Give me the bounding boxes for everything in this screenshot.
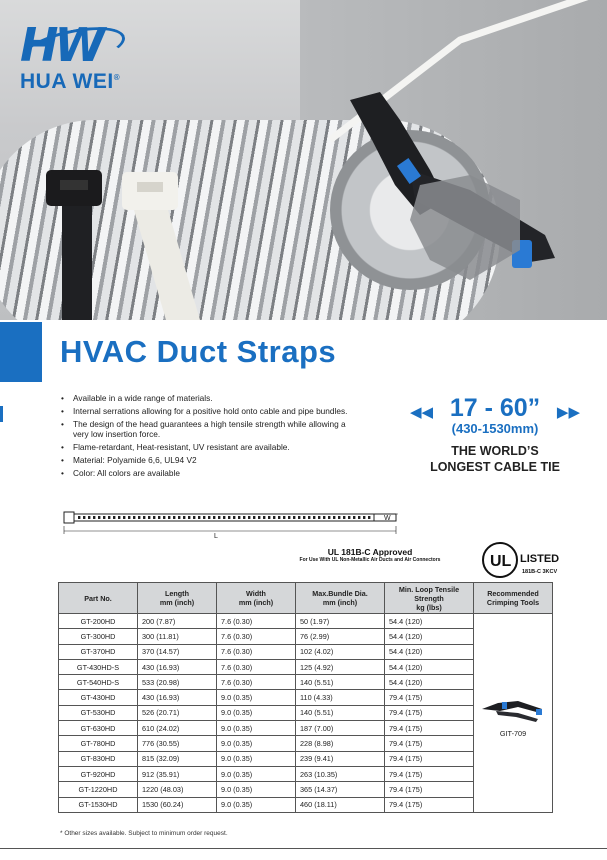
- spec-table: [58, 582, 553, 813]
- strap-tooth: [323, 516, 325, 519]
- strap-tooth: [343, 516, 345, 519]
- strap-tooth: [123, 516, 125, 519]
- crimping-tool-label: GIT-709: [499, 729, 527, 739]
- strap-tooth: [203, 516, 205, 519]
- table-cell: 815 (32.09): [138, 751, 217, 766]
- strap-tooth: [253, 516, 255, 519]
- brand-registered: ®: [113, 73, 121, 82]
- table-cell: 110 (4.33): [296, 690, 385, 705]
- double-arrow-left-icon: ◀◀: [410, 404, 434, 421]
- table-cell: 79.4 (175): [385, 690, 474, 705]
- table-cell: 365 (14.37): [296, 782, 385, 797]
- tagline-line2: LONGEST CABLE TIE: [430, 460, 560, 474]
- strap-tooth: [198, 516, 200, 519]
- table-header-row: [59, 583, 553, 614]
- brand-name: HUA WEI: [20, 70, 114, 93]
- strap-tooth: [288, 516, 290, 519]
- feature-item: • Color: All colors are available: [60, 468, 360, 479]
- brand-mark: HW: [20, 18, 102, 72]
- column-header: Part No.: [59, 583, 138, 614]
- strap-tooth: [78, 516, 80, 519]
- strap-tooth: [303, 516, 305, 519]
- table-cell: 430 (16.93): [138, 690, 217, 705]
- range-mm: (430-1530mm): [451, 421, 539, 436]
- strap-tooth: [278, 516, 280, 519]
- strap-tooth: [143, 516, 145, 519]
- ul-code: 181B-C 3KCV: [522, 569, 558, 575]
- table-cell: 9.0 (0.35): [217, 721, 296, 736]
- side-marker: [0, 406, 3, 422]
- crimping-tool-icon: [478, 687, 548, 727]
- table-cell: 9.0 (0.35): [217, 690, 296, 705]
- hero-photo: [0, 0, 607, 320]
- strap-tooth: [348, 516, 350, 519]
- strap-tooth: [308, 516, 310, 519]
- table-cell: 76 (2.99): [296, 629, 385, 644]
- strap-tooth: [148, 516, 150, 519]
- table-cell: 54.4 (120): [385, 644, 474, 659]
- table-cell: 54.4 (120): [385, 675, 474, 690]
- table-cell: 7.6 (0.30): [217, 614, 296, 629]
- table-cell: 79.4 (175): [385, 721, 474, 736]
- strap-tooth: [93, 516, 95, 519]
- table-cell: 7.6 (0.30): [217, 629, 296, 644]
- strap-tooth: [98, 516, 100, 519]
- crimping-tool-cell: [474, 614, 553, 813]
- strap-tooth: [368, 516, 370, 519]
- strap-tooth: [258, 516, 260, 519]
- table-cell: 54.4 (120): [385, 659, 474, 674]
- table-cell: GT-540HD-S: [59, 675, 138, 690]
- table-cell: 79.4 (175): [385, 782, 474, 797]
- ul-subtitle: For Use With UL Non-Metallic Air Ducts and Air Connectors: [299, 557, 441, 563]
- strap-tooth: [228, 516, 230, 519]
- table-cell: 125 (4.92): [296, 659, 385, 674]
- table-cell: GT-530HD: [59, 705, 138, 720]
- table-cell: 9.0 (0.35): [217, 705, 296, 720]
- table-cell: 7.6 (0.30): [217, 644, 296, 659]
- table-cell: 140 (5.51): [296, 705, 385, 720]
- ul-title: UL 181B-C Approved: [327, 547, 413, 557]
- strap-tooth: [128, 516, 130, 519]
- strap-tooth: [153, 516, 155, 519]
- table-cell: GT-370HD: [59, 644, 138, 659]
- table-cell: 102 (4.02): [296, 644, 385, 659]
- strap-tooth: [103, 516, 105, 519]
- column-header: Length mm (inch): [138, 583, 217, 614]
- cable-tie-diagram: [62, 510, 402, 540]
- table-cell: 1530 (60.24): [138, 797, 217, 812]
- strap-tooth: [183, 516, 185, 519]
- strap-tooth: [233, 516, 235, 519]
- strap-tooth: [213, 516, 215, 519]
- bottom-rule: [0, 848, 607, 849]
- table-cell: 610 (24.02): [138, 721, 217, 736]
- table-cell: GT-200HD: [59, 614, 138, 629]
- strap-tooth: [243, 516, 245, 519]
- strap-tooth: [333, 516, 335, 519]
- table-cell: 54.4 (120): [385, 614, 474, 629]
- column-header: Recommended Crimping Tools: [474, 583, 553, 614]
- table-cell: 430 (16.93): [138, 659, 217, 674]
- brand-logo: [20, 18, 140, 94]
- table-cell: 912 (35.91): [138, 766, 217, 781]
- strap-tooth: [188, 516, 190, 519]
- table-cell: 9.0 (0.35): [217, 751, 296, 766]
- strap-tooth: [293, 516, 295, 519]
- table-cell: 776 (30.55): [138, 736, 217, 751]
- strap-tooth: [113, 516, 115, 519]
- strap-tooth: [353, 516, 355, 519]
- strap-tooth: [238, 516, 240, 519]
- table-cell: 7.6 (0.30): [217, 675, 296, 690]
- table-cell: 54.4 (120): [385, 629, 474, 644]
- strap-tooth: [363, 516, 365, 519]
- feature-item: • The design of the head guarantees a high tensile strength while allowing a very low insertion force.: [60, 419, 360, 440]
- table-cell: 79.4 (175): [385, 797, 474, 812]
- table-cell: 79.4 (175): [385, 766, 474, 781]
- strap-tooth: [173, 516, 175, 519]
- strap-tooth: [193, 516, 195, 519]
- table-cell: GT-630HD: [59, 721, 138, 736]
- table-cell: 200 (7.87): [138, 614, 217, 629]
- table-cell: GT-920HD: [59, 766, 138, 781]
- table-cell: 79.4 (175): [385, 736, 474, 751]
- table-cell: 526 (20.71): [138, 705, 217, 720]
- strap-tooth: [208, 516, 210, 519]
- table-cell: 239 (9.41): [296, 751, 385, 766]
- strap-tooth: [158, 516, 160, 519]
- ul-letters: UL: [490, 553, 512, 570]
- strap-tooth: [83, 516, 85, 519]
- strap-tooth: [263, 516, 265, 519]
- strap-tooth: [218, 516, 220, 519]
- table-cell: 79.4 (175): [385, 751, 474, 766]
- ul-approval: [270, 547, 470, 563]
- table-cell: 533 (20.98): [138, 675, 217, 690]
- strap-tooth: [108, 516, 110, 519]
- strap-tooth: [88, 516, 90, 519]
- strap-tooth: [338, 516, 340, 519]
- table-cell: GT-830HD: [59, 751, 138, 766]
- strap-tooth: [318, 516, 320, 519]
- feature-list: [60, 393, 360, 480]
- table-cell: GT-780HD: [59, 736, 138, 751]
- table-cell: 1220 (48.03): [138, 782, 217, 797]
- length-promo: [405, 395, 585, 475]
- strap-tooth: [168, 516, 170, 519]
- tagline-line1: THE WORLD’S: [451, 444, 539, 458]
- strap-tooth: [283, 516, 285, 519]
- table-cell: 187 (7.00): [296, 721, 385, 736]
- width-label: W: [384, 515, 391, 522]
- ul-listed-logo-icon: [476, 540, 586, 580]
- strap-tooth: [268, 516, 270, 519]
- column-header: Width mm (inch): [217, 583, 296, 614]
- strap-tooth: [328, 516, 330, 519]
- footnote: * Other sizes available. Subject to minimum order request.: [60, 830, 228, 837]
- strap-tooth: [118, 516, 120, 519]
- table-cell: 300 (11.81): [138, 629, 217, 644]
- table-cell: 460 (18.11): [296, 797, 385, 812]
- column-header: Min. Loop Tensile Strength kg (lbs): [385, 583, 474, 614]
- table-cell: 140 (5.51): [296, 675, 385, 690]
- table-cell: 228 (8.98): [296, 736, 385, 751]
- feature-item: • Flame-retardant, Heat-resistant, UV resistant are available.: [60, 442, 360, 453]
- strap-tooth: [313, 516, 315, 519]
- double-arrow-right-icon: ▶▶: [556, 404, 580, 421]
- strap-tooth: [178, 516, 180, 519]
- table-cell: 9.0 (0.35): [217, 736, 296, 751]
- strap-tooth: [358, 516, 360, 519]
- table-cell: GT-1530HD: [59, 797, 138, 812]
- length-label: L: [214, 533, 218, 540]
- strap-tooth: [138, 516, 140, 519]
- table-cell: 9.0 (0.35): [217, 782, 296, 797]
- feature-item: • Material: Polyamide 6,6, UL94 V2: [60, 455, 360, 466]
- strap-tooth: [298, 516, 300, 519]
- page-title: HVAC Duct Straps: [60, 334, 337, 369]
- strap-tooth: [273, 516, 275, 519]
- strap-tooth: [248, 516, 250, 519]
- strap-tooth: [133, 516, 135, 519]
- table-cell: GT-430HD-S: [59, 659, 138, 674]
- table-row: [59, 614, 553, 629]
- table-cell: GT-300HD: [59, 629, 138, 644]
- ul-listed: LISTED: [520, 553, 560, 565]
- range-inches: 17 - 60”: [449, 394, 541, 422]
- column-header: Max.Bundle Dia. mm (inch): [296, 583, 385, 614]
- strap-tooth: [163, 516, 165, 519]
- table-cell: 79.4 (175): [385, 705, 474, 720]
- table-cell: 9.0 (0.35): [217, 766, 296, 781]
- feature-item: • Available in a wide range of materials.: [60, 393, 360, 404]
- table-cell: 370 (14.57): [138, 644, 217, 659]
- table-cell: 9.0 (0.35): [217, 797, 296, 812]
- table-cell: GT-1220HD: [59, 782, 138, 797]
- table-cell: 263 (10.35): [296, 766, 385, 781]
- table-cell: 50 (1.97): [296, 614, 385, 629]
- strap-tooth: [223, 516, 225, 519]
- feature-item: • Internal serrations allowing for a positive hold onto cable and pipe bundles.: [60, 406, 360, 417]
- table-cell: GT-430HD: [59, 690, 138, 705]
- table-cell: 7.6 (0.30): [217, 659, 296, 674]
